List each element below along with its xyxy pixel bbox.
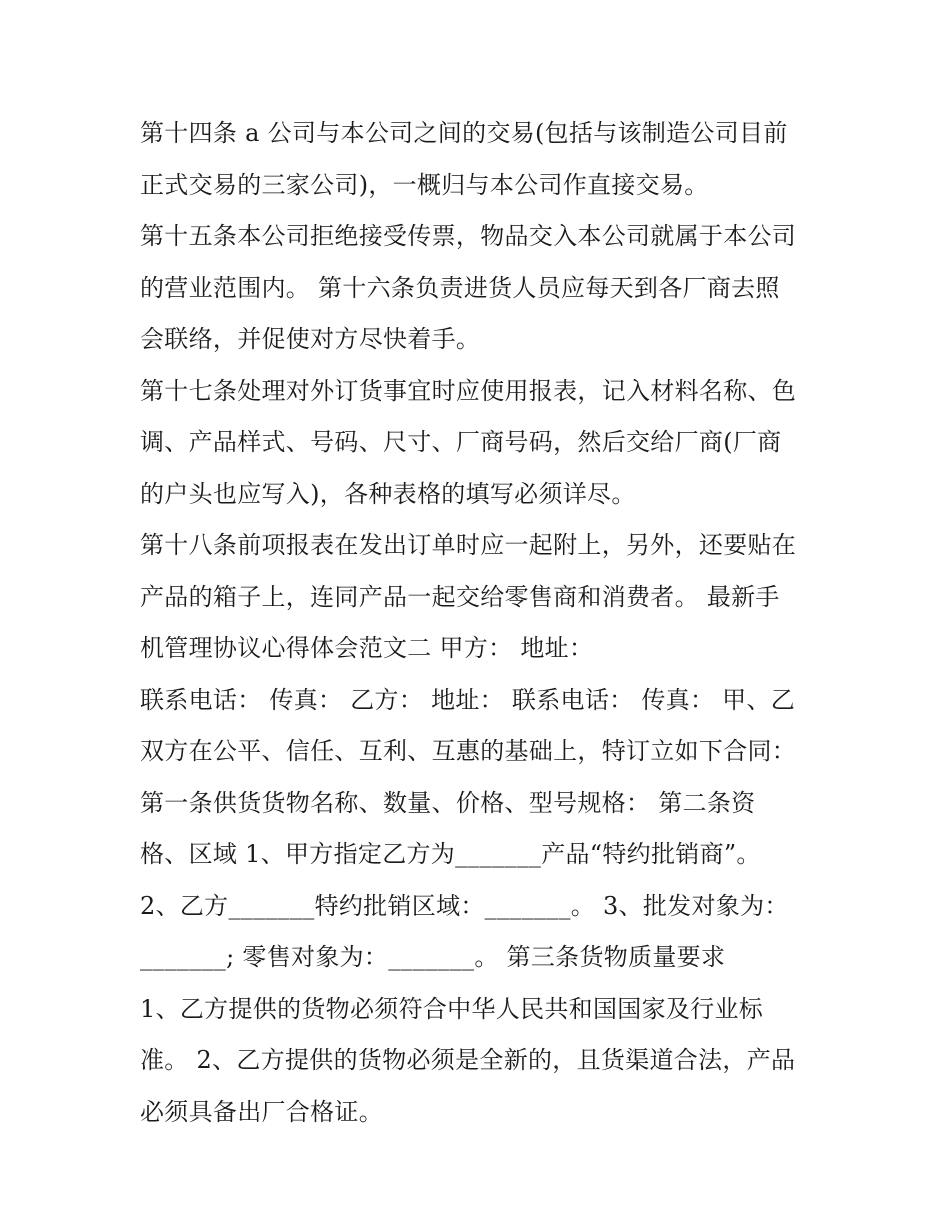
text-line: 调、产品样式、号码、尺寸、厂商号码，然后交给厂商(厂商 <box>140 428 782 456</box>
text-line: 第十四条 a 公司与本公司之间的交易(包括与该制造公司目前 <box>140 119 788 147</box>
text-line: 联系电话： 传真： 乙方： 地址： 联系电话： 传真： 甲、乙 <box>140 685 796 714</box>
text-line: 的户头也应写入)，各种表格的填写必须详尽。 <box>140 479 636 508</box>
text-line: 格、区域 1、甲方指定乙方为_______产品“特约批销商”。 <box>140 840 761 868</box>
document-body <box>140 108 820 1138</box>
text-line: 第一条供货货物名称、数量、价格、型号规格： 第二条资 <box>140 788 756 817</box>
text-line: 双方在公平、信任、互利、互惠的基础上，特订立如下合同： <box>140 737 797 765</box>
text-line: 第十八条前项报表在发出订单时应一起附上，另外，还要贴在 <box>140 531 797 559</box>
text-line: 准。 2、乙方提供的货物必须是全新的，且货渠道合法，产品 <box>140 1046 796 1074</box>
text-line: 机管理协议心得体会范文二 甲方： 地址： <box>140 634 594 662</box>
text-line: 的营业范围内。 第十六条负责进货人员应每天到各厂商去照 <box>140 273 780 302</box>
text-line: 产品的箱子上，连同产品一起交给零售商和消费者。 最新手 <box>140 582 780 611</box>
text-line: 1、乙方提供的货物必须符合中华人民共和国国家及行业标 <box>140 994 764 1023</box>
text-line: _______; 零售对象为：_______。 第三条货物质量要求 <box>140 943 726 971</box>
text-line: 会联络，并促使对方尽快着手。 <box>140 325 481 353</box>
text-line: 2、乙方_______特约批销区域：_______。 3、批发对象为： <box>140 891 789 920</box>
text-line: 第十五条本公司拒绝接受传票，物品交入本公司就属于本公司 <box>140 222 797 250</box>
text-line: 正式交易的三家公司)，一概归与本公司作直接交易。 <box>140 170 709 199</box>
text-line: 第十七条处理对外订货事宜时应使用报表，记入材料名称、色 <box>140 376 797 405</box>
text-line: 必须具备出厂合格证。 <box>140 1097 383 1126</box>
